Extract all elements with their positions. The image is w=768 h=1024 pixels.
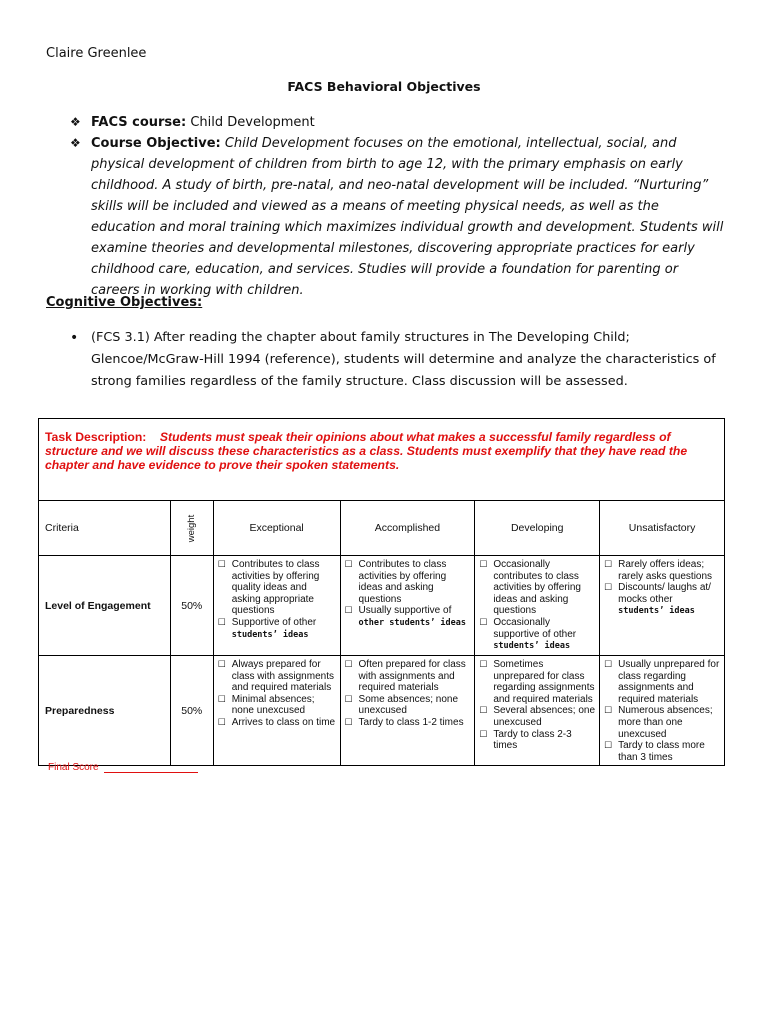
header-developing: Developing (475, 501, 600, 556)
final-score-label: Final Score (48, 762, 99, 773)
rubric-table (38, 418, 725, 766)
objective-bullet (70, 133, 725, 301)
list-item: Always prepared for class with assignments and required materials (231, 659, 334, 694)
course-bullet (70, 112, 725, 133)
course-label: FACS course: (91, 115, 187, 130)
diamond-bullet-icon: ❖ (70, 136, 81, 150)
checkbox-icon: ☐ (217, 616, 226, 627)
page-title: FACS Behavioral Objectives (287, 79, 481, 94)
checkbox-icon: ☐ (604, 740, 613, 751)
checkbox-icon: ☐ (217, 693, 226, 704)
list-item-small: students’ ideas (231, 629, 309, 640)
checkbox-icon: ☐ (344, 716, 353, 727)
checkbox-icon: ☐ (344, 559, 353, 569)
cognitive-heading (46, 295, 202, 310)
list-item-small: other students’ ideas (358, 617, 466, 628)
list-item: Sometimes unprepared for class regarding assignments and required materials (493, 659, 595, 705)
weight-engagement: 50% (170, 556, 213, 656)
author-name: Claire Greenlee (46, 46, 147, 61)
task-label: Task Description: (45, 430, 147, 444)
header-weight (170, 501, 213, 556)
list-item: Usually supportive of (358, 605, 452, 617)
final-score-line[interactable] (104, 772, 198, 773)
cognitive-objective-item (70, 327, 743, 393)
list-item: Several absences; one unexcused (493, 705, 596, 728)
engagement-accomplished (340, 556, 475, 656)
preparedness-developing (475, 656, 600, 766)
list-item: Numerous absences; more than one unexcused (618, 705, 713, 740)
list-item: Rarely offers ideas; rarely asks questions (618, 559, 713, 582)
list-item: Tardy to class more than 3 times (618, 740, 705, 763)
checkbox-icon: ☐ (604, 659, 613, 669)
course-value: Child Development (190, 115, 315, 130)
checkbox-icon: ☐ (479, 616, 488, 627)
cognitive-objective-text: (FCS 3.1) After reading the chapter about family structures in The Developing Child; Glencoe/McGraw-Hill 1994 (reference), students will determine and analyze the characteristics of strong families regardless of the family structure. Class discussion will be assessed. (91, 330, 716, 389)
engagement-developing (475, 556, 600, 656)
checkbox-icon: ☐ (604, 559, 613, 569)
task-description (39, 419, 725, 501)
engagement-exceptional (213, 556, 340, 656)
bullet-dot-icon: • (70, 330, 79, 346)
checkbox-icon: ☐ (479, 728, 488, 739)
list-item: Often prepared for class with assignments and required materials (358, 659, 466, 694)
preparedness-unsatisfactory (600, 656, 725, 766)
list-item: Usually unprepared for class regarding assignments and required materials (618, 659, 720, 705)
list-item: Occasionally contributes to class activities by offering ideas and asking questions (493, 559, 581, 617)
header-weight-text: weight (186, 514, 198, 543)
objective-text: Child Development focuses on the emotional, intellectual, social, and physical development of children from birth to age 12, with the primary emphasis on early childhood. A study of birth, pre-natal, and neo-natal development will be included. “Nurturing” skills will be included and viewed as a means of meeting physical needs, as well as the education and moral training which maximizes individual growth and development. Students will examine theories and developmental milestones, discovering appropriate practices for early childhood care, education, and services. Studies will provide a foundation for parenting or careers in working with children. (91, 136, 724, 298)
preparedness-exceptional (213, 656, 340, 766)
header-exceptional: Exceptional (213, 501, 340, 556)
list-item: Discounts/ laughs at/ mocks other (618, 582, 711, 605)
list-item: Supportive of other (231, 616, 317, 628)
list-item: Occasionally supportive of other (493, 616, 577, 640)
header-row (39, 501, 725, 556)
checkbox-icon: ☐ (604, 705, 613, 716)
list-item-small: students’ ideas (493, 641, 571, 652)
engagement-unsatisfactory (600, 556, 725, 656)
list-item: Contributes to class activities by offering quality ideas and asking appropriate questions (231, 559, 320, 617)
checkbox-icon: ☐ (344, 659, 353, 669)
checkbox-icon: ☐ (479, 659, 488, 669)
diamond-bullet-icon: ❖ (70, 115, 81, 129)
checkbox-icon: ☐ (217, 716, 226, 727)
header-criteria: Criteria (39, 501, 171, 556)
list-item: Tardy to class 2-3 times (493, 728, 572, 752)
table-row (39, 656, 725, 766)
list-item-small: students’ ideas (618, 606, 695, 617)
course-info-list (70, 112, 725, 301)
checkbox-icon: ☐ (479, 705, 488, 716)
cognitive-heading-text: Cognitive Objectives (46, 295, 198, 310)
table-row (39, 556, 725, 656)
criteria-engagement: Level of Engagement (39, 556, 171, 656)
checkbox-icon: ☐ (344, 693, 353, 704)
header-accomplished: Accomplished (340, 501, 475, 556)
checkbox-icon: ☐ (217, 559, 226, 569)
cognitive-heading-colon: : (197, 295, 203, 310)
checkbox-icon: ☐ (344, 605, 353, 616)
preparedness-accomplished (340, 656, 475, 766)
list-item: Contributes to class activities by offering ideas and asking questions (358, 559, 447, 605)
checkbox-icon: ☐ (479, 559, 488, 569)
objective-label: Course Objective: (91, 136, 221, 151)
criteria-preparedness: Preparedness (39, 656, 171, 766)
task-row (39, 419, 725, 501)
checkbox-icon: ☐ (217, 659, 226, 669)
list-item: Some absences; none unexcused (358, 693, 459, 717)
list-item: Tardy to class 1-2 times (358, 716, 464, 728)
list-item: Minimal absences; none unexcused (231, 693, 315, 717)
weight-preparedness: 50% (170, 656, 213, 766)
task-text: Students must speak their opinions about what makes a successful family regardless of structure and we will discuss these characteristics as a class. Students must exemplify that they have read the chapter and have evidence to prove their spoken statements. (45, 430, 688, 472)
header-unsatisfactory: Unsatisfactory (600, 501, 725, 556)
checkbox-icon: ☐ (604, 582, 613, 593)
list-item: Arrives to class on time (231, 716, 336, 728)
